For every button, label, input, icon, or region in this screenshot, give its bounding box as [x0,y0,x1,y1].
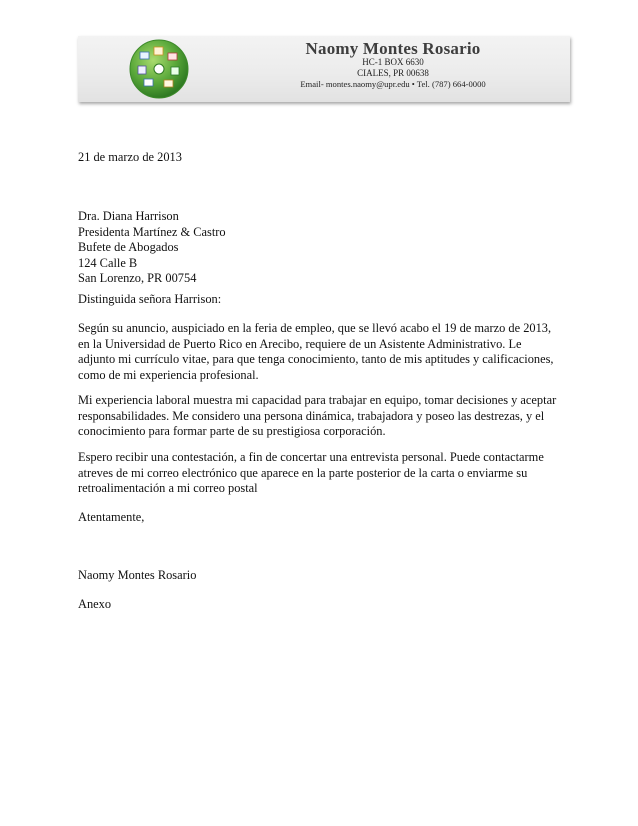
letterhead-name: Naomy Montes Rosario [305,39,481,58]
signature-name: Naomy Montes Rosario [78,568,197,582]
paragraph-line: como de mi experiencia profesional. [78,367,259,382]
paragraph-line: responsabilidades. Me considero una persona dinámica, trabajadora y poseo las destrezas, y el [78,408,545,423]
paragraph-line: Mi experiencia laboral muestra mi capacidad para trabajar en equipo, tomar decisiones y aceptar [78,393,557,407]
recipient-line: Bufete de Abogados [78,240,179,254]
letterhead-address-line-2: CIALES, PR 00638 [357,68,429,78]
paragraph-line: adjunto mi currículo vitae, para que tenga conocimiento, tanto de mis aptitudes y calificaciones, [78,352,554,366]
green-globe-logo-icon [128,38,190,100]
recipient-block [78,209,570,287]
paragraph-line: conocimiento para formar parte de su prestigiosa corporación. [78,424,386,438]
closing: Atentamente, [78,510,145,524]
paragraph-2 [78,393,570,440]
recipient-line: Dra. Diana Harrison [78,209,179,223]
enclosure: Anexo [78,597,112,611]
letterhead-address-line-1: HC-1 BOX 6630 [362,57,424,67]
letterhead [78,36,570,102]
paragraph-3 [78,450,570,497]
paragraph-line: retroalimentación a mi correo postal [78,481,258,495]
letterhead-contact-line: Email- montes.naomy@upr.edu • Tel. (787) 664-0000 [300,79,486,89]
recipient-line: Presidenta Martínez & Castro [78,224,226,239]
letter-date: 21 de marzo de 2013 [78,150,182,164]
paragraph-line: Según su anuncio, auspiciado en la feria de empleo, que se llevó acabo el 19 de marzo de 2013, [78,321,552,335]
paragraph-line: en la Universidad de Puerto Rico en Arecibo, requiere de un Asistente Administrativo. Le [78,336,522,351]
paragraph-1 [78,321,570,383]
recipient-line: 124 Calle B [78,255,138,270]
paragraph-line: atreves de mi correo electrónico que aparece en la parte posterior de la carta o enviarme su [78,465,528,480]
salutation: Distinguida señora Harrison: [78,292,222,306]
paragraph-line: Espero recibir una contestación, a fin de concertar una entrevista personal. Puede contactarme [78,450,544,464]
letterhead-text [218,40,568,90]
recipient-line: San Lorenzo, PR 00754 [78,271,197,285]
